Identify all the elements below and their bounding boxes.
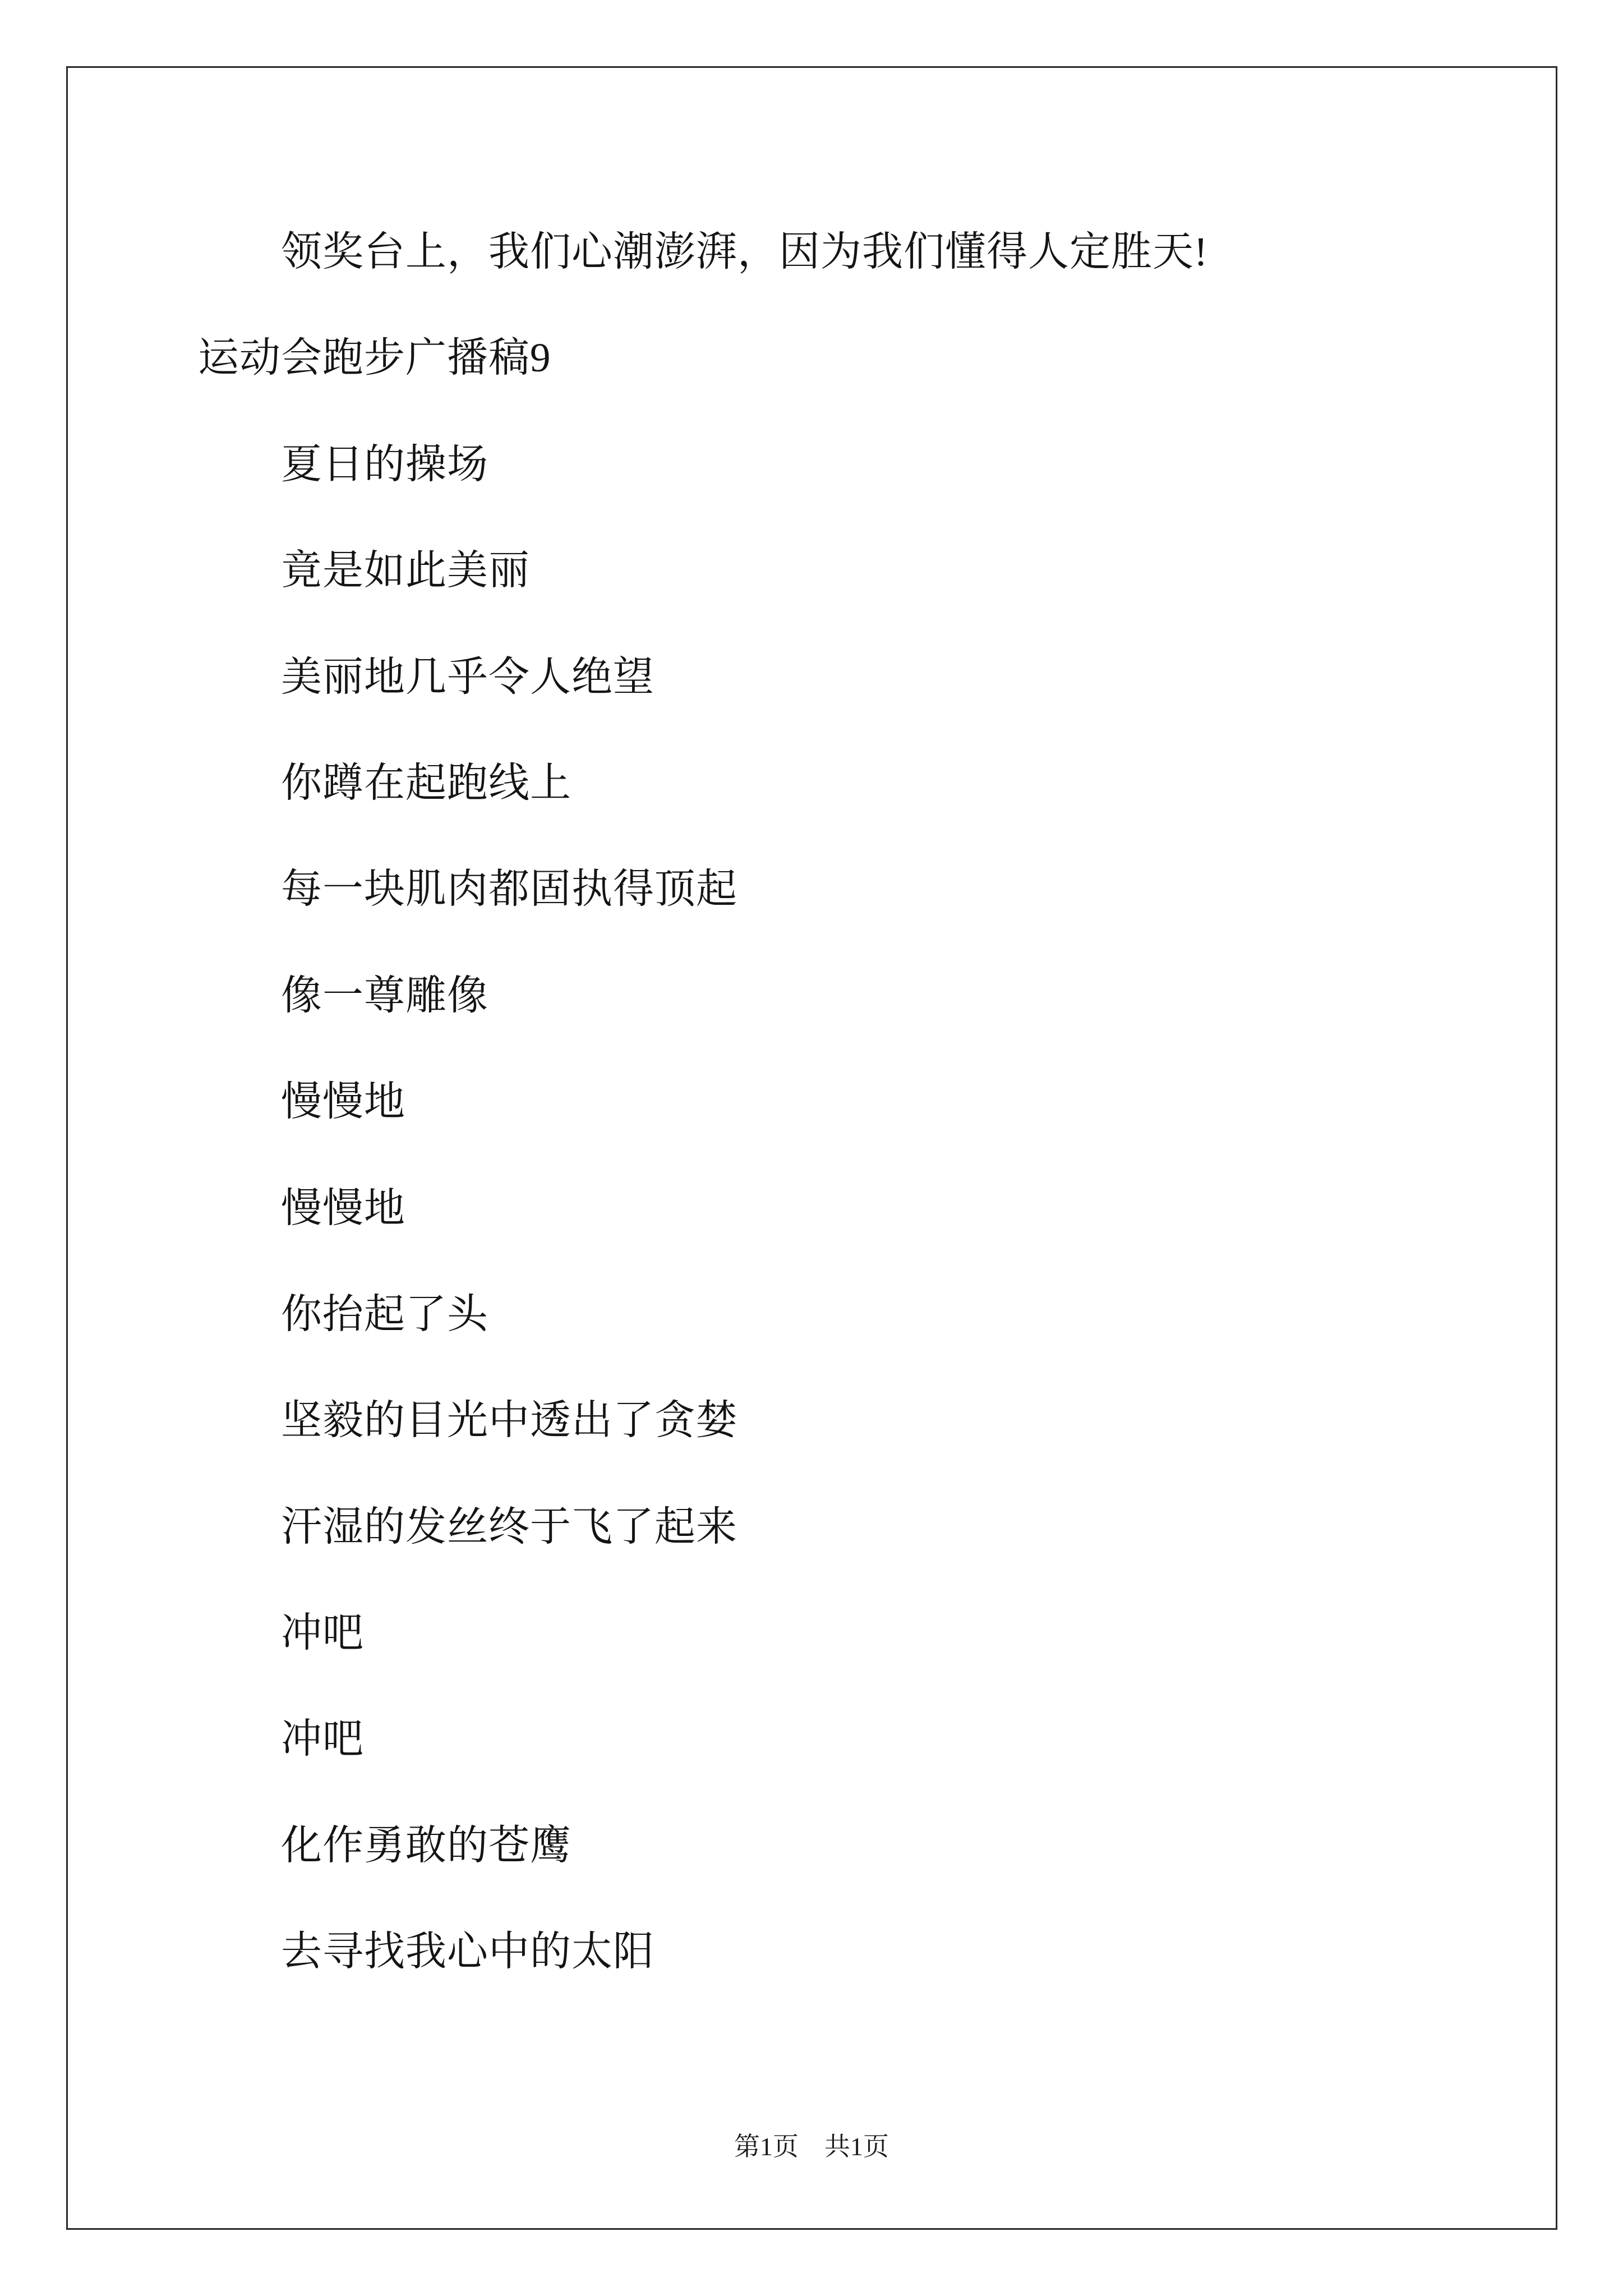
poem-line: 冲吧 (281, 1716, 364, 1762)
poem-line: 慢慢地 (281, 1185, 405, 1231)
intro-line: 领奖台上，我们心潮澎湃，因为我们懂得人定胜天! (281, 229, 1209, 274)
poem-line: 冲吧 (281, 1610, 364, 1656)
poem-line: 坚毅的目光中透出了贪婪 (281, 1397, 737, 1443)
poem-line: 去寻找我心中的太阳 (281, 1929, 654, 1975)
section-title: 运动会跑步广播稿9 (198, 335, 551, 381)
poem-line: 你抬起了头 (281, 1291, 488, 1337)
document-body (198, 199, 1533, 2005)
poem-line: 美丽地几乎令人绝望 (281, 654, 654, 700)
poem-line: 你蹲在起跑线上 (281, 760, 571, 806)
poem-line: 每一块肌肉都固执得顶起 (281, 866, 737, 912)
poem-line: 慢慢地 (281, 1079, 405, 1125)
page-footer: 第1页 共1页 (734, 2132, 889, 2161)
poem-line: 夏日的操场 (281, 441, 488, 487)
poem-line: 化作勇敢的苍鹰 (281, 1822, 571, 1868)
poem-line: 汗湿的发丝终于飞了起来 (281, 1503, 737, 1549)
poem-line: 像一尊雕像 (281, 972, 488, 1018)
poem-line: 竟是如此美丽 (281, 547, 530, 593)
